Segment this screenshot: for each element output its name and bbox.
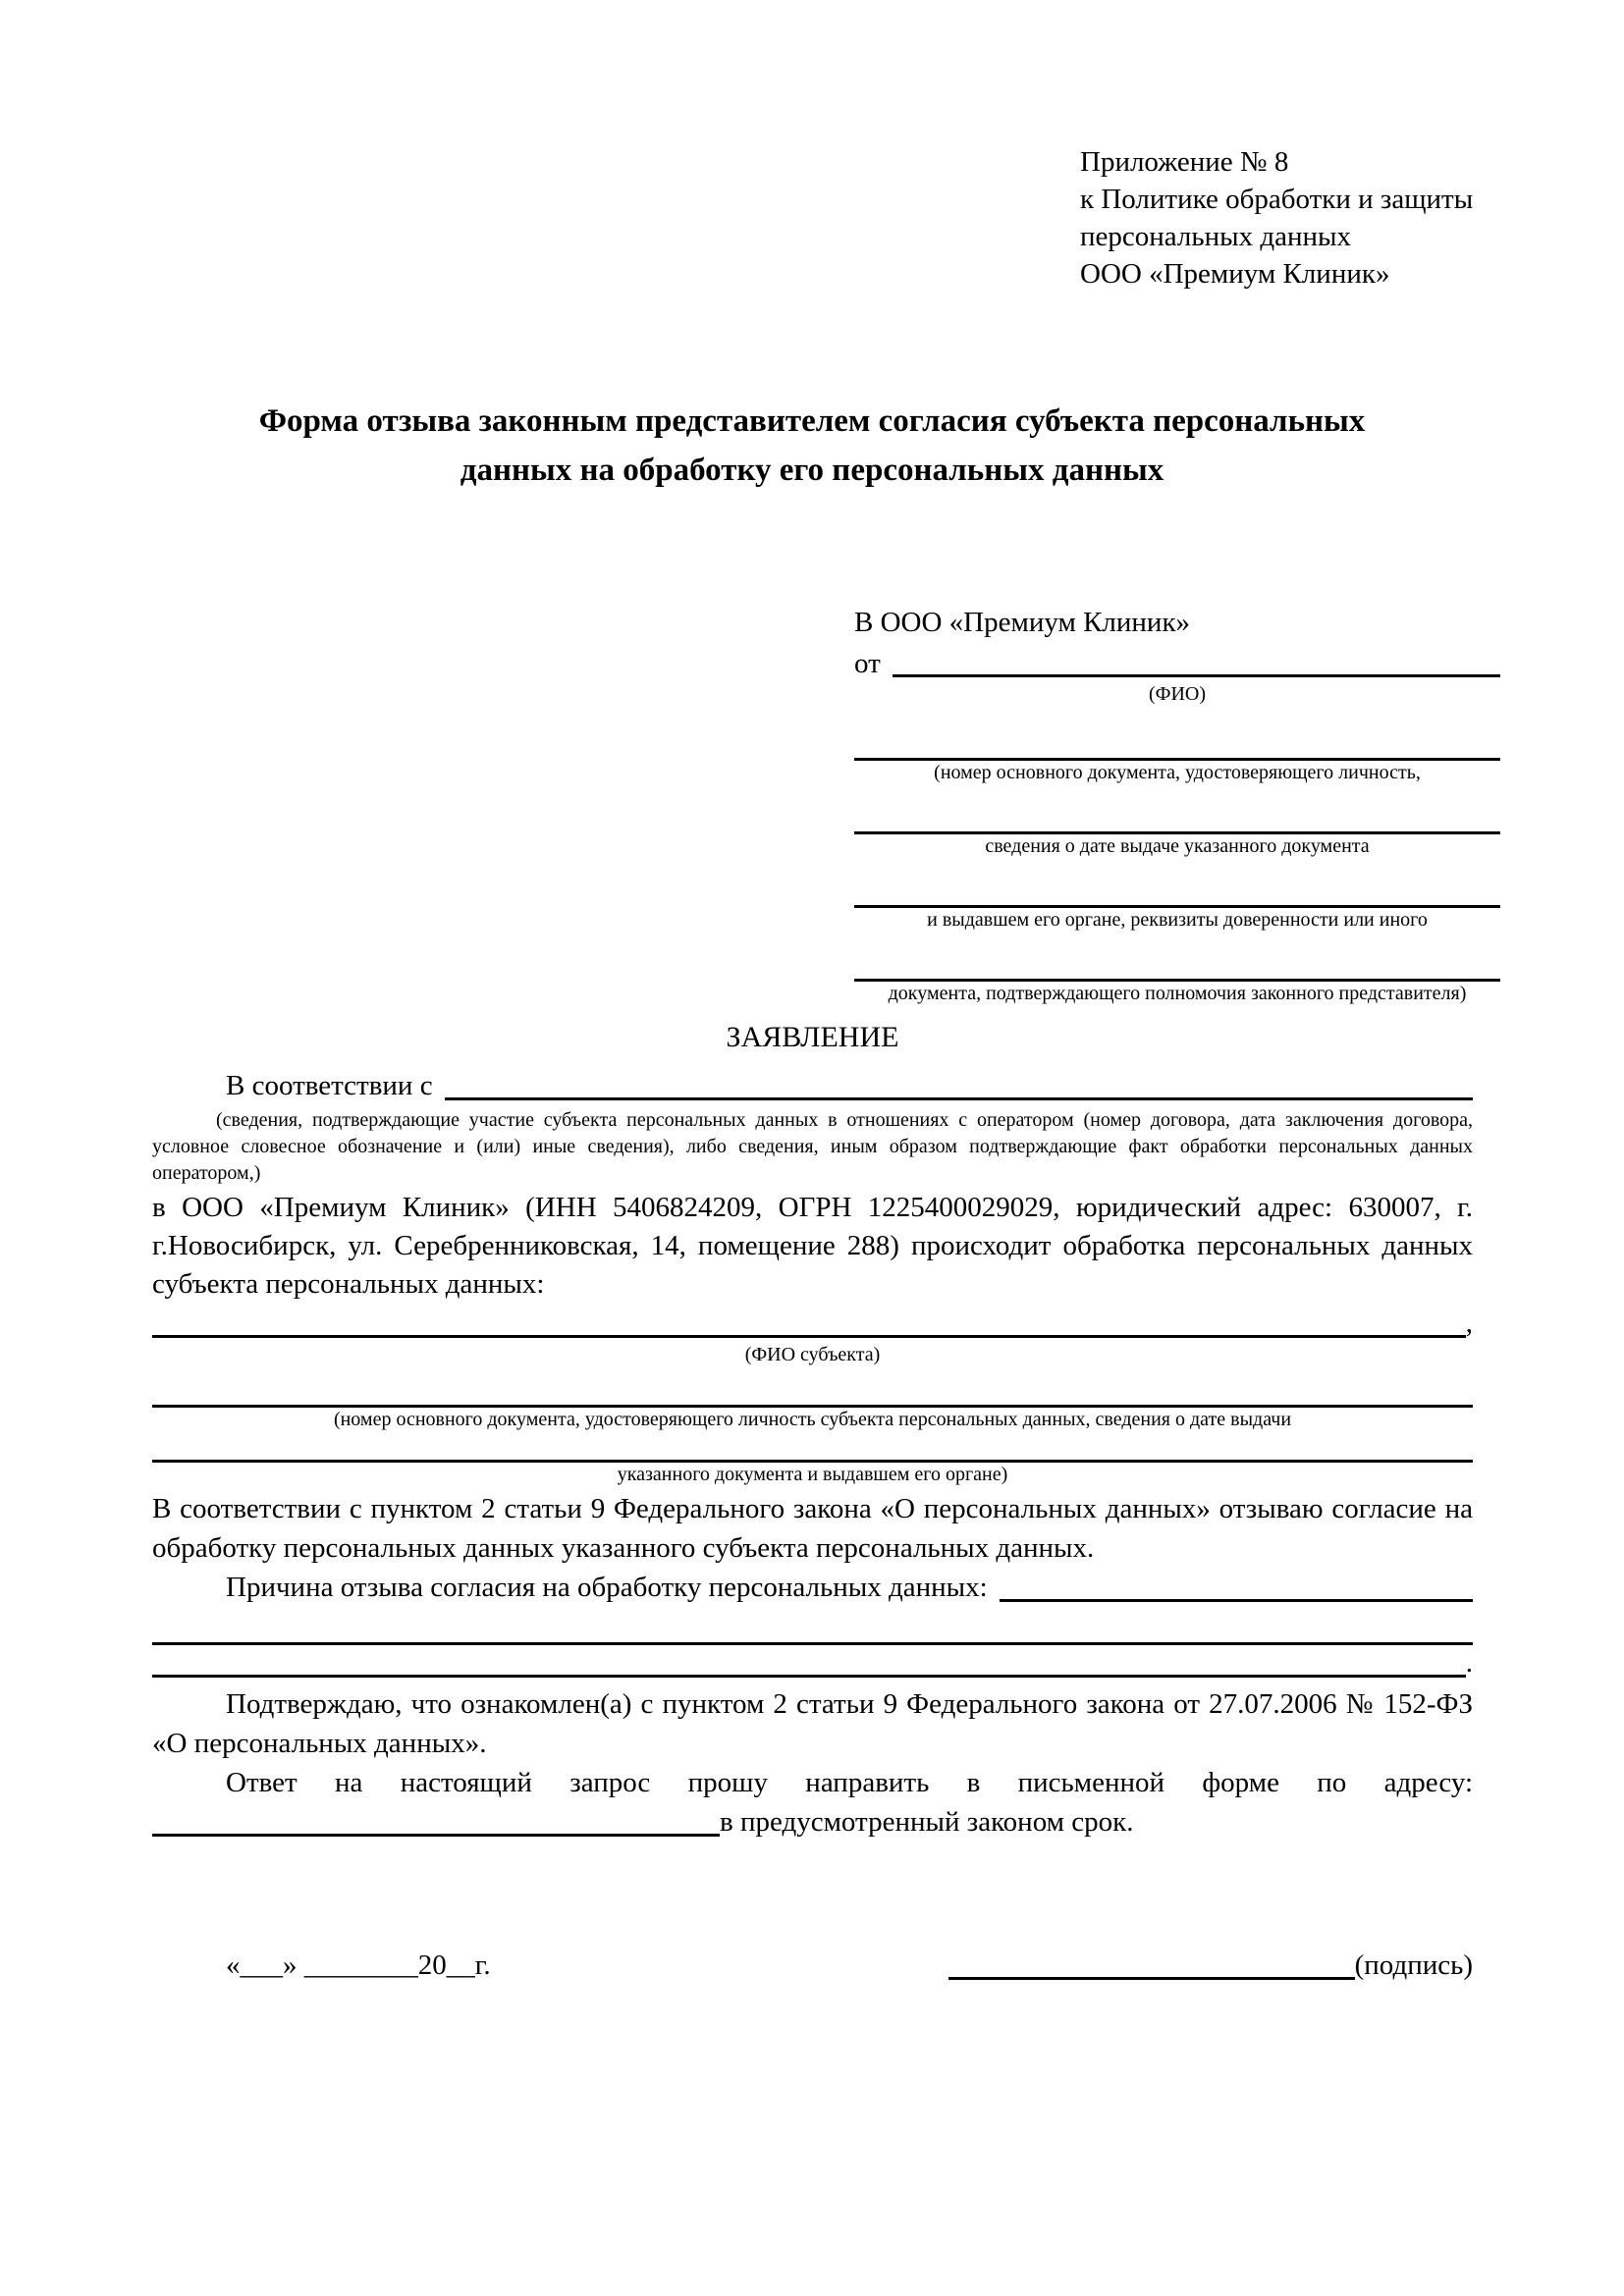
according-fill-line xyxy=(445,1088,1473,1100)
from-label: от xyxy=(854,648,881,679)
signature-caption: (подпись) xyxy=(1354,1949,1473,1981)
reason-label: Причина отзыва согласия на обработку персональных данных: xyxy=(226,1572,988,1603)
id-document-fill-line-1 xyxy=(854,707,1500,761)
reason-blank-line-1 xyxy=(152,1617,1473,1645)
withdrawal-paragraph: В соответствии с пунктом 2 статьи 9 Федерального закона «О персональных данных» отзываю согласие на обработку персональных данных указанного субъекта персональных данных. xyxy=(152,1493,1473,1564)
appendix-header-line-2: к Политике обработки и защиты xyxy=(1080,184,1474,215)
statement-body xyxy=(152,1066,1473,1842)
document-title: Форма отзыва законным представителем согласия субъекта персональных данных на обработку его персональных данных xyxy=(258,403,1366,488)
appendix-header-line-3: персональных данных xyxy=(1080,221,1352,252)
response-label: Ответ на настоящий запрос прошу направить в письменной форме по адресу: xyxy=(226,1767,1473,1798)
id-document-caption-2: сведения о дате выдаче указанного документа xyxy=(985,835,1370,857)
appendix-header-line-4: ООО «Премиум Клиник» xyxy=(1080,258,1390,290)
subject-fio-row xyxy=(152,1308,1473,1343)
confirmation-paragraph: Подтверждаю, что ознакомлен(а) с пунктом 2 статьи 9 Федерального закона от 27.07.2006 № 152-ФЗ «О персональных данных». xyxy=(152,1688,1473,1759)
subject-fio-fill-line xyxy=(152,1325,1466,1338)
id-document-fill-line-3 xyxy=(854,859,1500,908)
according-note: (сведения, подтверждающие участие субъекта персональных данных в отношениях с оператором (номер договора, дата заключения договора, условное словесное обозначение и (или) иные сведения), либо сведения, иным образом подтверждающие факт обработки персональных данных оператором,) xyxy=(152,1109,1473,1184)
date-line: «___» ________20__г. xyxy=(226,1949,491,1981)
response-address-row xyxy=(152,1802,1473,1842)
reason-blank-row-2 xyxy=(152,1645,1473,1682)
reason-row xyxy=(152,1568,1473,1607)
subject-doc-caption-2: указанного документа и выдавшем его органе) xyxy=(617,1464,1008,1485)
subject-fio-suffix: , xyxy=(1465,1308,1473,1339)
id-document-fill-line-4 xyxy=(854,933,1500,982)
appendix-header-line-1: Приложение № 8 xyxy=(1080,146,1289,178)
subject-doc-fill-line-2 xyxy=(152,1440,1473,1463)
according-label: В соответствии с xyxy=(226,1070,433,1101)
reason-blank-line-2 xyxy=(152,1665,1466,1678)
from-row xyxy=(854,643,1500,682)
operator-paragraph: в ООО «Премиум Клиник» (ИНН 5406824209, ОГРН 1225400029029, юридический адрес: 630007, г. г.Новосибирск, ул. Серебренниковская, 14, помещение 288) происходит обработка персональных данных субъекта персональных данных: xyxy=(152,1192,1473,1300)
reason-blank-suffix: . xyxy=(1465,1647,1473,1679)
addressee-block xyxy=(854,604,1500,1006)
id-document-caption-3: и выдавшем его органе, реквизиты доверенности или иного xyxy=(927,909,1428,931)
according-row xyxy=(152,1066,1473,1105)
id-document-caption-4: документа, подтверждающего полномочия законного представителя) xyxy=(888,983,1467,1004)
signature-fill-line xyxy=(948,1967,1355,1980)
date-signature-row xyxy=(152,1946,1473,1985)
signature-group xyxy=(948,1946,1473,1985)
subject-fio-caption: (ФИО субъекта) xyxy=(744,1344,881,1365)
response-suffix: в предусмотренный законом срок. xyxy=(720,1806,1134,1838)
subject-doc-fill-line-1 xyxy=(152,1383,1473,1408)
addressee-organization: В ООО «Премиум Клиник» xyxy=(854,607,1191,638)
representative-fio-caption: (ФИО) xyxy=(1148,683,1206,705)
id-document-caption-1: (номер основного документа, удостоверяющего личность, xyxy=(934,762,1421,783)
id-document-fill-line-2 xyxy=(854,785,1500,834)
appendix-header xyxy=(1080,143,1473,293)
representative-fio-fill-line xyxy=(893,665,1500,677)
subject-doc-caption-1: (номер основного документа, удостоверяющего личность субъекта персональных данных, сведения о дате выдачи xyxy=(333,1409,1292,1430)
reason-fill-line xyxy=(1000,1589,1473,1602)
statement-heading: ЗАЯВЛЕНИЕ xyxy=(726,1021,899,1053)
response-address-fill-line xyxy=(152,1824,720,1837)
